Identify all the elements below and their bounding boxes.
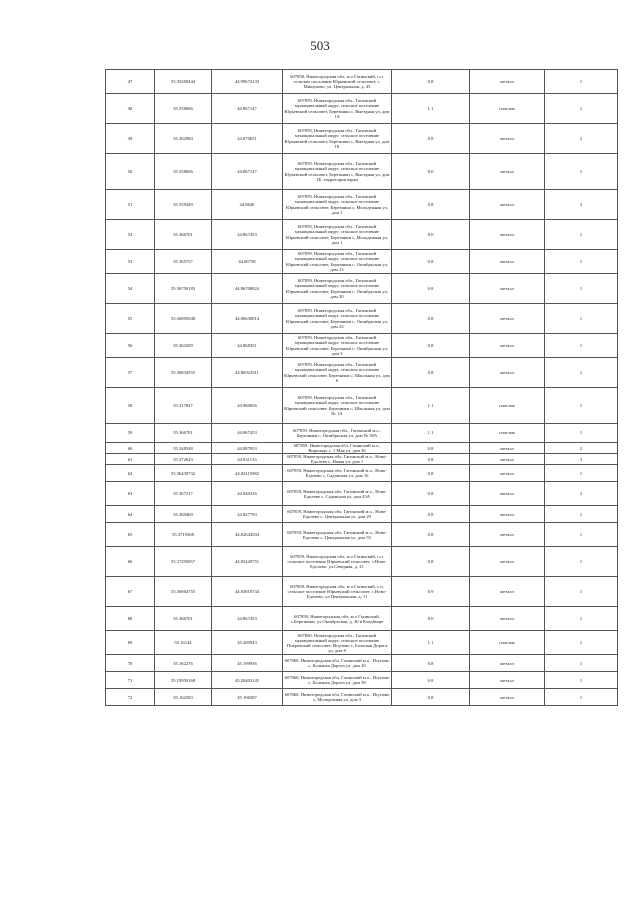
row-number: 57 [106,358,155,388]
area-cell: 0.8 [392,70,470,94]
material-cell: металл [470,274,545,304]
longitude-cell: 44.8640 [212,190,283,220]
count-cell: 2 [545,482,618,506]
count-cell: 1 [545,94,618,124]
count-cell: 1 [545,672,618,689]
material-cell: металл [470,190,545,220]
count-cell: 1 [545,220,618,250]
latitude-cell: 55.365757 [155,250,212,274]
count-cell: 1 [545,424,618,443]
row-number: 65 [106,523,155,547]
material-cell: пластик [470,424,545,443]
address-cell: 607859, Нижегородская обл., Гагинский муниципальный округ, сельское поселение Юрьевский сельсовет, Березники с, Октябрьская ул, дом 3 [283,334,392,358]
material-cell: металл [470,655,545,672]
table-row [106,547,618,577]
area-cell: 0.8 [392,655,470,672]
area-cell: 0.8 [392,547,470,577]
address-cell: 607860, Нижегородская обл, Гагинский м.о., Исупово с, Молодежная ул, дом 3 [283,689,392,706]
material-cell: металл [470,547,545,577]
material-cell: металл [470,672,545,689]
address-cell: 607860, Нижегородская обл., Гагинский муниципальный округ, сельское поселение Покровский сельсовет, Исупово с, Большая Дорога ул, дом 8 [283,631,392,655]
longitude-cell: 44.870651 [212,124,283,154]
table-row [106,577,618,607]
row-number: 48 [106,94,155,124]
table-row [106,482,618,506]
material-cell: металл [470,304,545,334]
longitude-cell: 44.867453 [212,607,283,631]
row-number: 56 [106,334,155,358]
address-cell: 607859, Нижегородская обл., Гагинский муниципальный округ, сельское поселение Юрьевский сельсовет, Березники с, Октябрьская ул, дом 13 [283,250,392,274]
address-cell: 607860, Нижегородская обл, Гагинский м.о., Исупово с, Большая Дорога ул, дом 59 [283,672,392,689]
longitude-cell: 44.82644504 [212,523,283,547]
count-cell: 1 [545,655,618,672]
count-cell: 2 [545,443,618,454]
count-cell: 1 [545,304,618,334]
area-cell: 8.0 [392,607,470,631]
area-cell: 0.8 [392,358,470,388]
latitude-cell: 55.366701 [155,607,212,631]
table-row [106,334,618,358]
count-cell: 1 [545,70,618,94]
longitude-cell: 44.83420751 [212,547,283,577]
table-row [106,358,618,388]
area-cell: 0.8 [392,454,470,465]
table-row [106,465,618,482]
longitude-cell: 44.867147 [212,154,283,190]
row-number: 50 [106,154,155,190]
latitude-cell: 55.3719368 [155,523,212,547]
address-cell: 607859, Нижегородская обл., Гагинский муниципальный округ, сельское поселение Юрьевский сельсовет, Березники с, Октябрьская ул, дом 23 [283,304,392,334]
area-cell: 1.1 [392,424,470,443]
longitude-cell: 44.960656 [212,388,283,424]
row-number: 59 [106,424,155,443]
address-cell: 607859, Нижегородская обл., Гагинский муниципальный округ, сельское поселение Юрьевский сельсовет, Березники с, Школьная ул, дом 6 [283,358,392,388]
address-cell: 607859, Нижегородская обл., Гагинский муниципальный округ, сельское поселение Юрьевский сельсовет, Березники с, Молодежная ул, дом 1 [283,220,392,250]
table-row [106,304,618,334]
latitude-cell: 55.359449 [155,190,212,220]
table-row [106,70,618,94]
address-cell: 607858, Нижегородская обл, м.о.Гагинский, с.п. сельское поселение Юрьевский сельсовет, с. Мишуково, ул. Центральная, д. 45 [283,70,392,94]
address-cell: 607859, Нижегородская обл., Гагинский м.о., Березники с, Октябрьская ул, дом № 30А [283,424,392,443]
row-number: 49 [106,124,155,154]
material-cell: металл [470,454,545,465]
table-row [106,454,618,465]
longitude-cell: 44.867453 [212,424,283,443]
latitude-cell: 55.367317 [155,482,212,506]
latitude-cell: 55.36834555 [155,358,212,388]
material-cell: металл [470,689,545,706]
count-cell: 1 [545,154,618,190]
row-number: 68 [106,607,155,631]
page-number: 503 [310,38,330,53]
longitude-cell: 44.887953 [212,443,283,454]
longitude-cell: 44.84115982 [212,465,283,482]
area-cell: 0.8 [392,190,470,220]
row-number: 55 [106,304,155,334]
address-cell: 607859, Нижегородская обл, Гагинский м.о., Ново-Едолево с, Новая ул, дом 1 [283,454,392,465]
row-number: 67 [106,577,155,607]
area-cell: 0.8 [392,274,470,304]
longitude-cell: 44.83810744 [212,577,283,607]
count-cell: 1 [545,577,618,607]
address-cell: 607859, Нижегородская обл, Гагинский м.о., Ново-Едолево с, Центральная ул, дом 55 [283,523,392,547]
row-number: 71 [106,672,155,689]
longitude-cell: 45.199936 [212,655,283,672]
address-cell: 607859, Нижегородская обл, Гагинский м.о., Ново-Едолево с, Центральная ул, дом 29 [283,506,392,523]
area-cell: 1.1 [392,631,470,655]
longitude-cell: 44.867147 [212,94,283,124]
table-row [106,250,618,274]
count-cell: 3 [545,190,618,220]
table-row [106,220,618,250]
table-row [106,523,618,547]
material-cell: металл [470,70,545,94]
row-number: 69 [106,631,155,655]
material-cell: пластик [470,94,545,124]
count-cell: 1 [545,358,618,388]
material-cell: металл [470,482,545,506]
area-cell: 0.8 [392,523,470,547]
table-body [106,70,618,706]
area-cell: 0.8 [392,506,470,523]
count-cell: 1 [545,388,618,424]
area-cell: 0.8 [392,672,470,689]
latitude-cell: 55.162583 [155,689,212,706]
longitude-cell: 45.196587 [212,689,283,706]
latitude-cell: 55.36864755 [155,577,212,607]
area-cell: 0.8 [392,124,470,154]
count-cell: 1 [545,689,618,706]
longitude-cell: 44.867453 [212,220,283,250]
count-cell: 1 [545,547,618,577]
latitude-cell: 55.36439732 [155,465,212,482]
latitude-cell: 55.162276 [155,655,212,672]
area-cell: 0.9 [392,577,470,607]
longitude-cell: 44.827793 [212,506,283,523]
row-number: 53 [106,250,155,274]
area-cell: 8.0 [392,154,470,190]
count-cell: 1 [545,465,618,482]
area-cell: 0.8 [392,482,470,506]
longitude-cell: 44.868351 [212,334,283,358]
table-row [106,190,618,220]
material-cell: металл [470,523,545,547]
latitude-cell: 55.366701 [155,424,212,443]
longitude-cell: 44.86758 [212,250,283,274]
latitude-cell: 55.366701 [155,220,212,250]
area-cell: 8.0 [392,220,470,250]
material-cell: металл [470,506,545,523]
address-cell: 607859, Нижегородская обл., Гагинский муниципальный округ, сельское поселение Юрьевский сельсовет, Березники с, Школьная ул, дом № 1А [283,388,392,424]
address-cell: 607859, Нижегородская обл, Гагинский м.о., Ново-Едолево с, Садовская ул, дом 16 [283,465,392,482]
count-cell: 1 [545,506,618,523]
count-cell: 1 [545,334,618,358]
row-number: 51 [106,190,155,220]
row-number: 58 [106,388,155,424]
address-cell: 607859, Нижегородская обл., Гагинский муниципальный округ, сельское поселение Юрьевский сельсовет, Березники с, Выездная ул, дом 1Е, территория парка [283,154,392,190]
latitude-cell: 55.369469 [155,506,212,523]
latitude-cell: 55.16144 [155,631,212,655]
address-cell: 607859, Нижегородская обл. Гагинский м.о., Ново-Едолево с, Садовская ул, дом 43А [283,482,392,506]
row-number: 47 [106,70,155,94]
longitude-cell: 44.86922911 [212,358,283,388]
latitude-cell: 55.358606 [155,154,212,190]
longitude-cell: 44.86700824 [212,274,283,304]
address-cell: 607859, Нижегородская обл., Гагинский муниципальный округ, сельское поселение Юрьевский сельсовет, Березники с, Выездная ул, дом 1А [283,94,392,124]
table-row [106,388,618,424]
table-row [106,631,618,655]
longitude-cell: 44.840416 [212,482,283,506]
material-cell: металл [470,124,545,154]
address-cell: 607859, Нижегородская обл., Гагинский муниципальный округ, сельское поселение Юрьевский сельсовет, Березники с, Выездная ул, дом 1Б [283,124,392,154]
area-cell: 0.8 [392,443,470,454]
material-cell: металл [470,443,545,454]
address-cell: 607860, Нижегородская обл, Гагинский м.о., Исупово с, Большая Дорога ул, дом 20 [283,655,392,672]
address-cell: 607859, Нижегородская обл, м.о.Гагинский, с.п. сельское поселение Юрьевский сельсовет, с.Ново-Едолево, ул.Центральная, д. 11 [283,577,392,607]
row-number: 72 [106,689,155,706]
longitude-cell: 44.99674133 [212,70,283,94]
count-cell: 1 [545,607,618,631]
material-cell: металл [470,358,545,388]
area-cell: 0.8 [392,304,470,334]
material-cell: металл [470,607,545,631]
area-cell: 0.8 [392,465,470,482]
row-number: 62 [106,465,155,482]
latitude-cell: 55.37295057 [155,547,212,577]
table-row [106,424,618,443]
material-cell: металл [470,334,545,358]
address-cell: 607859, Нижегородская обл, Гагинский м.о., Воронадо с, 1 Мая ул, дом 36 [283,443,392,454]
row-number: 61 [106,454,155,465]
latitude-cell: 55.35269444 [155,70,212,94]
material-cell: пластик [470,631,545,655]
row-number: 60 [106,443,155,454]
longitude-cell: 44.831133 [212,454,283,465]
address-cell: 607859, Нижегородская обл., Гагинский муниципальный округ, сельское поселение Юрьевский сельсовет, Березники с, Октябрьская ул, дом 20 [283,274,392,304]
table-row [106,274,618,304]
latitude-cell: 55.358606 [155,94,212,124]
table-row [106,655,618,672]
material-cell: пластик [470,388,545,424]
table-row [106,506,618,523]
row-number: 52 [106,220,155,250]
container-sites-table [105,69,618,706]
area-cell: 1.1 [392,94,470,124]
row-number: 54 [106,274,155,304]
latitude-cell: 55.36750183 [155,274,212,304]
latitude-cell: 55.348548 [155,443,212,454]
count-cell: 1 [545,274,618,304]
material-cell: металл [470,465,545,482]
table-row [106,154,618,190]
count-cell: 1 [545,250,618,274]
row-number: 63 [106,482,155,506]
table-row [106,94,618,124]
address-cell: 607859, Нижегородская обл, м.о.Гагинский, с.п. сельское поселение Юрьевский сельсовет, с.Ново-Едолево, ул.Северная, д. 21 [283,547,392,577]
row-number: 70 [106,655,155,672]
material-cell: металл [470,220,545,250]
area-cell: 0.8 [392,689,470,706]
latitude-cell: 55.372623 [155,454,212,465]
row-number: 66 [106,547,155,577]
longitude-cell: 44.86630014 [212,304,283,334]
area-cell: 0.8 [392,250,470,274]
longitude-cell: 45.20402145 [212,672,283,689]
count-cell: 1 [545,631,618,655]
count-cell: 1 [545,523,618,547]
material-cell: металл [470,577,545,607]
area-cell: 1.1 [392,388,470,424]
latitude-cell: 55.36895048 [155,304,212,334]
material-cell: металл [470,154,545,190]
address-cell: 607859, Нижегородская обл, м.о Гагинский, с.Березники, ул Октябрьская, д. 30 в Кладбище [283,607,392,631]
count-cell: 2 [545,124,618,154]
latitude-cell: 55.19950168 [155,672,212,689]
table-row [106,672,618,689]
table-row [106,607,618,631]
row-number: 64 [106,506,155,523]
latitude-cell: 55.317827 [155,388,212,424]
area-cell: 0.8 [392,334,470,358]
address-cell: 607859, Нижегородская обл., Гагинский муниципальный округ, сельское поселение Юрьевский сельсовет, Березники с, Молодежная ул, дом 1 [283,190,392,220]
table-row [106,124,618,154]
latitude-cell: 55.363209 [155,334,212,358]
material-cell: металл [470,250,545,274]
longitude-cell: 45.200943 [212,631,283,655]
table-row [106,689,618,706]
count-cell: 3 [545,454,618,465]
latitude-cell: 55.362984 [155,124,212,154]
table-row [106,443,618,454]
